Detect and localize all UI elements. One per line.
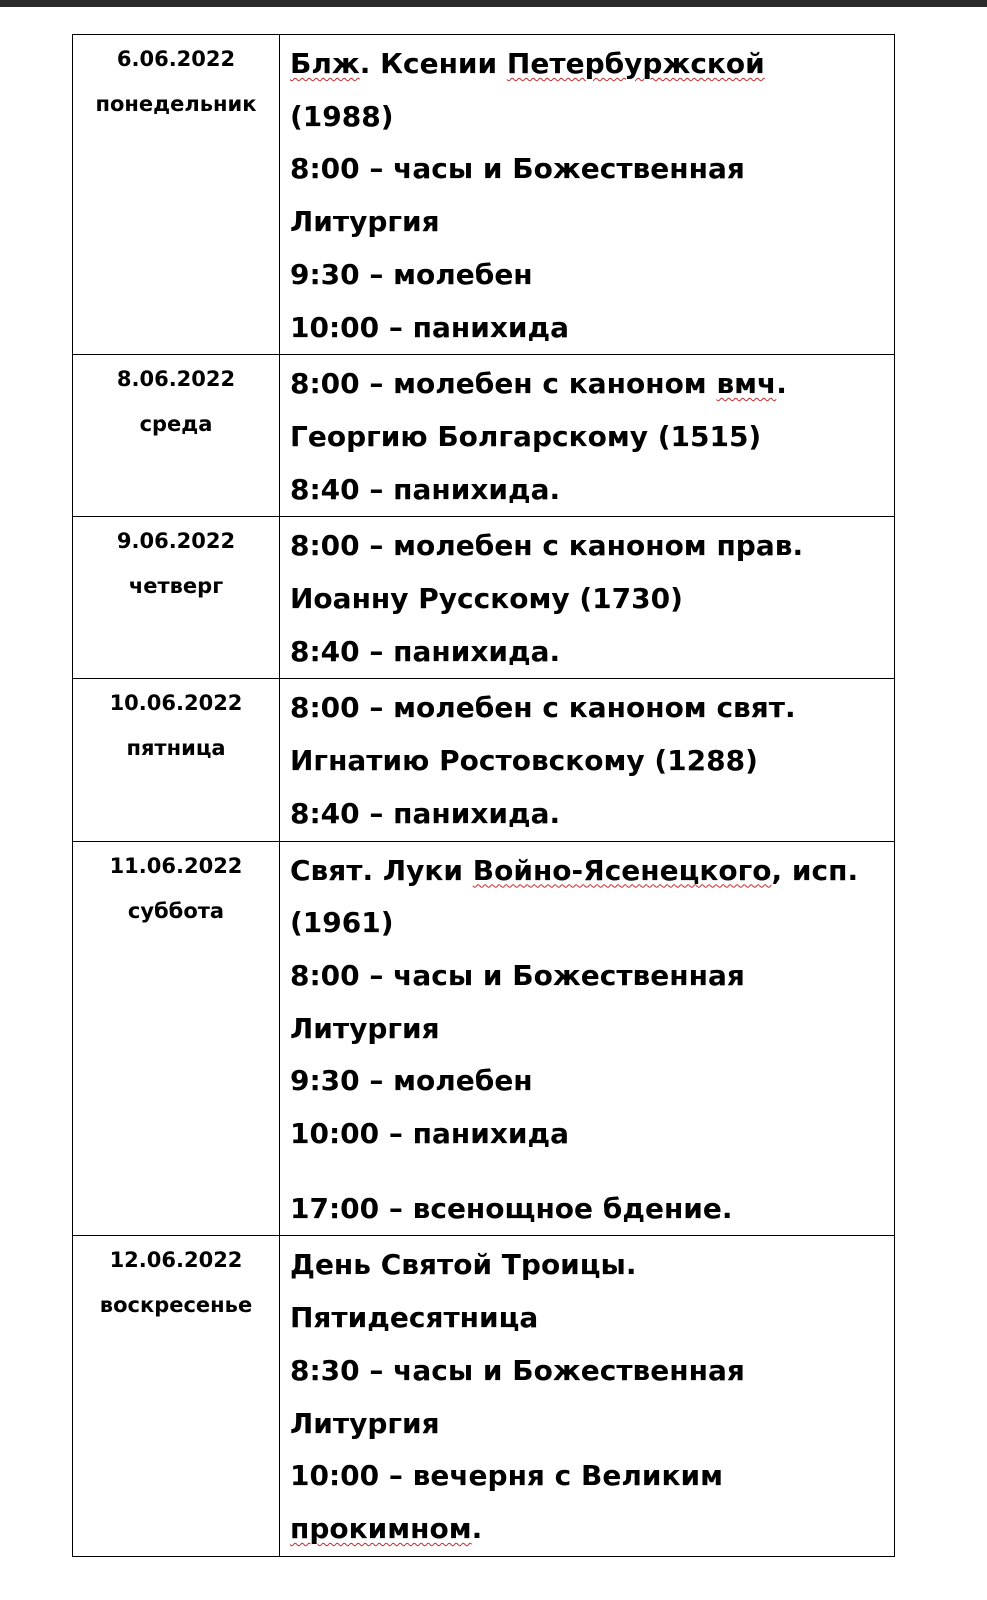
service-line: Литургия [290, 1011, 440, 1045]
weekday-label: четверг [128, 574, 224, 599]
date-cell [73, 1236, 280, 1556]
date-label: 10.06.2022 [109, 691, 243, 716]
service-line: Игнатию Ростовскому (1288) [290, 744, 758, 778]
top-bar [0, 0, 987, 7]
service-line: 10:00 – панихида [290, 310, 570, 344]
service-line: Литургия [290, 205, 440, 239]
spellcheck-word: Блж [290, 47, 360, 80]
service-line: 8:30 – часы и Божественная [290, 1353, 745, 1387]
service-line: (1988) [290, 99, 394, 133]
service-line: прокимном. [290, 1511, 483, 1545]
service-line: 8:00 – часы и Божественная [290, 152, 745, 186]
service-line: 10:00 – вечерня с Великим [290, 1459, 723, 1493]
date-cell [73, 35, 280, 355]
table-row [73, 355, 895, 517]
date-cell [73, 679, 280, 841]
service-line: День Святой Троицы. [290, 1248, 637, 1282]
service-line: Литургия [290, 1406, 440, 1440]
service-line: 8:40 – панихида. [290, 634, 561, 668]
service-line: 8:40 – панихида. [290, 796, 561, 830]
table-row [73, 841, 895, 1236]
date-label: 11.06.2022 [109, 853, 243, 878]
date-label: 8.06.2022 [116, 367, 236, 392]
services-cell [280, 1236, 895, 1556]
schedule-table [72, 34, 895, 1557]
table-row [73, 517, 895, 679]
service-line: Свят. Луки Войно-Ясенецкого, исп. [290, 853, 859, 887]
services-cell [280, 679, 895, 841]
date-label: 9.06.2022 [116, 529, 236, 554]
weekday-label: суббота [127, 898, 225, 923]
service-line: 8:00 – молебен с каноном вмч. [290, 367, 787, 401]
date-label: 6.06.2022 [116, 47, 236, 71]
spacer [290, 1161, 888, 1183]
service-line: Пятидесятница [290, 1301, 539, 1335]
service-line: 8:40 – панихида. [290, 472, 561, 506]
table-row [73, 679, 895, 841]
service-line: 10:00 – панихида [290, 1117, 570, 1151]
services-cell [280, 35, 895, 355]
weekday-label: понедельник [95, 92, 257, 116]
service-line: 9:30 – молебен [290, 257, 533, 291]
service-line: Георгию Болгарскому (1515) [290, 419, 762, 453]
service-line: 8:00 – молебен с каноном прав. [290, 529, 804, 563]
services-cell [280, 355, 895, 517]
date-label: 12.06.2022 [109, 1248, 243, 1273]
services-cell [280, 841, 895, 1236]
date-cell [73, 517, 280, 679]
spellcheck-word: прокимном [290, 1511, 472, 1545]
service-line: Иоанну Русскому (1730) [290, 582, 683, 616]
table-row [73, 1236, 895, 1556]
weekday-label: среда [139, 412, 213, 437]
date-cell [73, 841, 280, 1236]
date-cell [73, 355, 280, 517]
table-row [73, 35, 895, 355]
service-line: (1961) [290, 906, 394, 940]
weekday-label: воскресенье [99, 1293, 253, 1318]
service-line: 9:30 – молебен [290, 1064, 533, 1098]
weekday-label: пятница [126, 736, 226, 761]
service-line: Блж. Ксении Петербуржской [290, 47, 765, 80]
services-cell [280, 517, 895, 679]
service-line: 8:00 – молебен с каноном свят. [290, 691, 796, 725]
service-line: 8:00 – часы и Божественная [290, 958, 745, 992]
service-line: 17:00 – всенощное бдение. [290, 1191, 733, 1225]
